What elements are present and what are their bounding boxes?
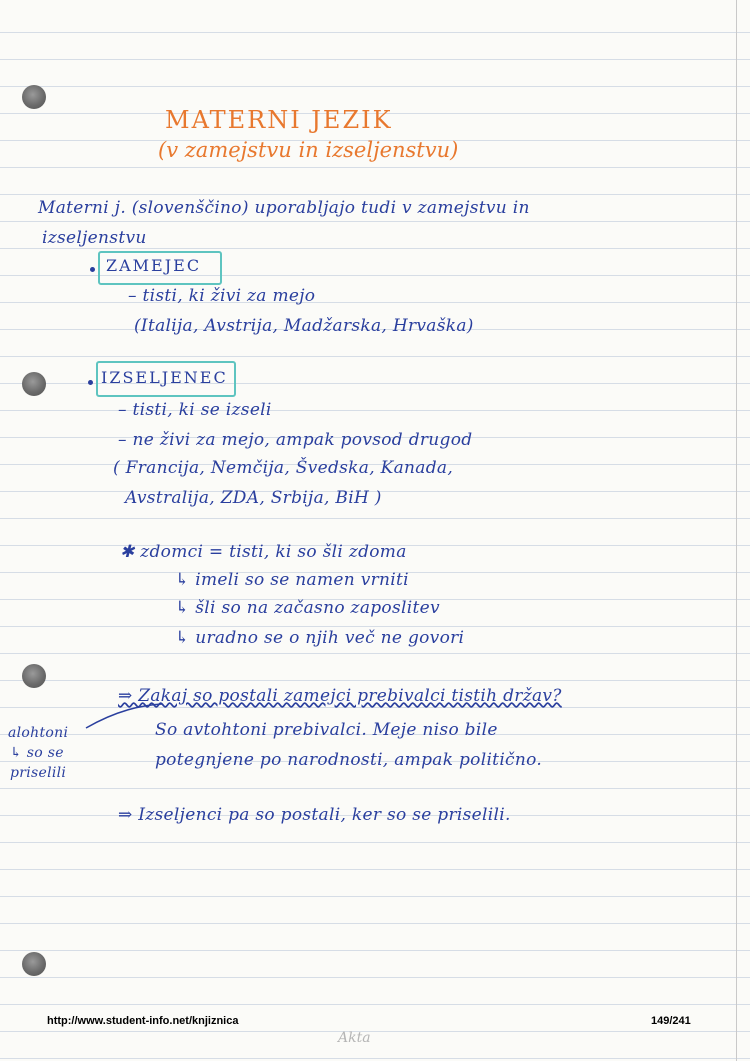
margin-connector-line — [84, 702, 164, 732]
zamejec-line: – tisti, ki živi za mejo — [128, 286, 316, 306]
footer-url: http://www.student-info.net/knjiznica — [47, 1015, 239, 1027]
signature-mark: Akta — [338, 1030, 371, 1046]
intro-line: Materni j. (slovenščino) uporabljajo tudi v zamejstvu in — [38, 198, 530, 218]
intro-line: izseljenstvu — [42, 228, 147, 248]
bullet-dot — [90, 267, 95, 272]
footer-page-number: 149/241 — [651, 1015, 691, 1027]
answer-line: potegnjene po narodnosti, ampak politično. — [155, 750, 543, 770]
question-1: ⇒ Zakaj so postali zamejci prebivalci tistih držav? — [118, 686, 562, 706]
zdomci-item: ↳ šli so na začasno zaposlitev — [175, 598, 440, 618]
zdomci-item: ↳ uradno se o njih več ne govori — [175, 628, 465, 648]
punch-hole — [22, 664, 46, 688]
izseljenec-line: Avstralija, ZDA, Srbija, BiH ) — [125, 488, 382, 508]
margin-note-line: ↳ so se — [10, 745, 64, 761]
punch-hole — [22, 952, 46, 976]
margin-note-line: alohtoni — [8, 725, 69, 741]
punch-hole — [22, 85, 46, 109]
izseljenec-line: – ne živi za mejo, ampak povsod drugod — [118, 430, 473, 450]
zdomci-item: ↳ imeli so se namen vrniti — [175, 570, 409, 590]
page-title: MATERNI JEZIK — [165, 106, 393, 134]
zdomci-line: ✱ zdomci = tisti, ki so šli zdoma — [120, 542, 407, 562]
zamejec-label: ZAMEJEC — [106, 256, 202, 275]
question-2: ⇒ Izseljenci pa so postali, ker so se priselili. — [118, 805, 511, 825]
paper-margin-line — [736, 0, 737, 1061]
punch-hole — [22, 372, 46, 396]
zamejec-line: (Italija, Avstrija, Madžarska, Hrvaška) — [134, 316, 474, 336]
izseljenec-line: ( Francija, Nemčija, Švedska, Kanada, — [113, 458, 454, 478]
answer-line: So avtohtoni prebivalci. Meje niso bile — [155, 720, 498, 740]
izseljenec-label: IZSELJENEC — [101, 368, 228, 387]
page-subtitle: (v zamejstvu in izseljenstvu) — [158, 138, 459, 162]
margin-note-line: priselili — [10, 765, 67, 781]
izseljenec-line: – tisti, ki se izseli — [118, 400, 272, 420]
bullet-dot — [88, 380, 93, 385]
